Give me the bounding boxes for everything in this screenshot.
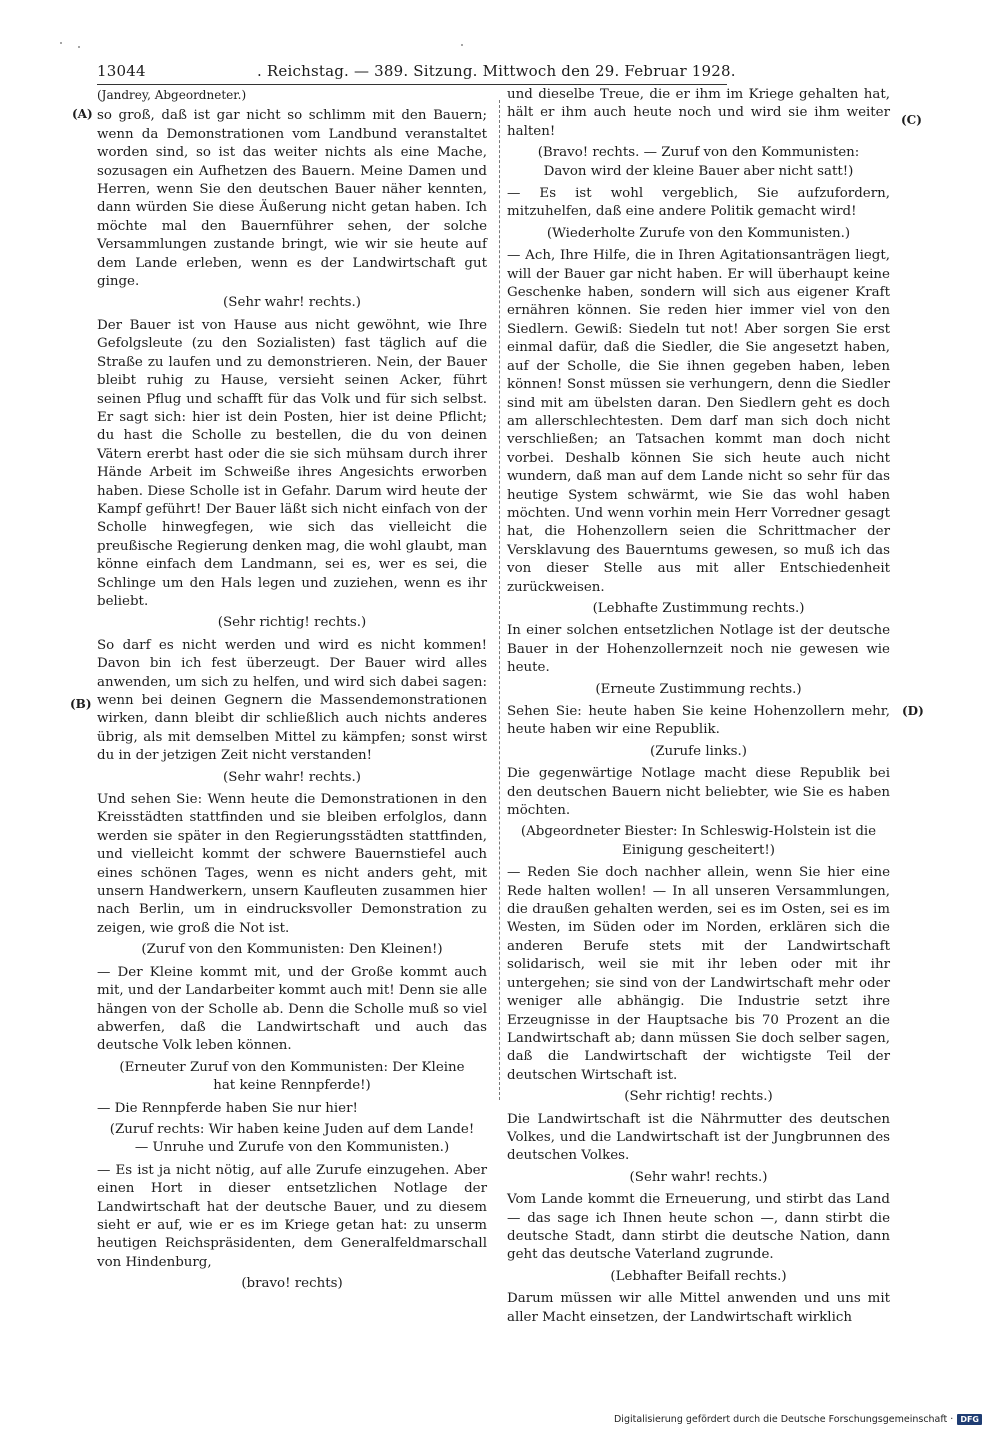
interjection: (Wiederholte Zurufe von den Kommunisten.) — [546, 225, 851, 241]
interjection: (Sehr richtig! rechts.) — [217, 615, 367, 631]
footer-credit: Digitalisierung gefördert durch die Deutsche Forschungsgemeinschaft · — [613, 1414, 954, 1425]
scan-speck — [60, 42, 62, 44]
paragraph: In einer solchen entsetzlichen Notlage ist der deutsche Bauer in der Hohenzollernzeit noch nie gewesen wie heute. — [507, 623, 890, 676]
paragraph: Darum müssen wir alle Mittel anwenden und uns mit aller Macht einsetzen, der Landwirtschaft wirklich — [507, 1291, 890, 1325]
interjection: (bravo! rechts) — [241, 1276, 343, 1292]
header-title: . Reichstag. — 389. Sitzung. Mittwoch den 29. Februar 1928. — [257, 62, 736, 80]
scan-speck — [78, 46, 80, 48]
left-column — [97, 86, 487, 1298]
dfg-logo: DFG — [957, 1414, 982, 1425]
scan-speck — [461, 44, 463, 46]
paragraph: Die gegenwärtige Notlage macht diese Republik bei den deutschen Bauern nicht beliebter, wie Sie es haben möchten. — [507, 766, 890, 819]
interjection: (Abgeordneter Biester: In Schleswig-Holstein ist die Einigung gescheitert!) — [520, 824, 877, 858]
interjection: (Erneute Zustimmung rechts.) — [595, 681, 802, 697]
page-number: 13044 — [97, 62, 146, 80]
interjection: (Zuruf von den Kommunisten: Den Kleinen!) — [141, 942, 443, 958]
interjection: (Erneuter Zuruf von den Kommunisten: Der Kleine hat keine Rennpferde!) — [119, 1059, 465, 1094]
right-column — [507, 86, 890, 1327]
paragraph: Der Bauer ist von Hause aus nicht gewöhnt, wie Ihre Gefolgsleute (zu den Sozialisten) fast täglich auf die Straße zu laufen und zu demonstrieren. Nein, der Bauer bleibt ruhig zu Hause, versieht seinen Acker, führt seinen Pflug und schafft für das Volk und für sich selbst. Er sagt sich: hier ist dein Posten, hier ist deine Pflicht; du hast die Scholle zu bestellen, die du von deinen Vätern ererbt hast oder die sie sich mühsam durch ihrer Hände Arbeit im Schweiße ihres Angesichts erworben haben. Diese Scholle ist in Gefahr. Darum wird heute der Kampf geführt! Der Bauer läßt sich nicht einfach von der Scholle hinwegfegen, wie sich das vielleicht die preußische Regierung denken mag, die wohl glaubt, man könne einfach dem Landmann, sei es, wer es sei, die Schlinge um den Hals legen und zuziehen, wenn es ihr beliebt. — [97, 317, 487, 609]
paragraph: Die Landwirtschaft ist die Nährmutter des deutschen Volkes, und die Landwirtschaft ist der Jungbrunnen des deutschen Volkes. — [507, 1111, 890, 1164]
page-header — [97, 62, 736, 82]
paragraph: So darf es nicht werden und wird es nicht kommen! Davon bin ich fest überzeugt. Der Bauer wird alles anwenden, um sich zu helfen, und wird sich dabei sagen: wenn bei deinen Gegnern die Massendemonstrationen wirken, dann bleibt dir schließlich auch nichts anderes übrig, als mit demselben Mittel zu kämpfen; sonst wirst du in der jetzigen Zeit nicht verstanden! — [97, 637, 487, 764]
paragraph: — Es ist wohl vergeblich, Sie aufzufordern, mitzuhelfen, daß eine andere Politik gemacht wird! — [507, 186, 890, 220]
paragraph: so groß, daß ist gar nicht so schlimm mit den Bauern; wenn da Demonstrationen vom Landbund veranstaltet worden sind, so ist das weiter nichts als eine Mache, sozusagen ein Aufhetzen des Bauern. Meine Damen und Herren, wenn Sie den deutschen Bauer näher kennten, dann würden Sie diese Äußerung nicht getan haben. Ich möchte mal den Bauernführer sehen, der solche Versammlungen zustande bringt, wie wir sie heute auf dem Lande erleben, wenn es der Landwirtschaft gut ginge. — [97, 108, 487, 290]
paragraph: — Die Rennpferde haben Sie nur hier! — [97, 1100, 358, 1116]
interjection: (Zuruf rechts: Wir haben keine Juden auf dem Lande! — Unruhe und Zurufe von den Kommunisten.) — [109, 1121, 475, 1156]
paragraph: Und sehen Sie: Wenn heute die Demonstrationen in den Kreisstädten stattfinden und sie bleiben erfolglos, dann werden sie später in den Regierungsstädten stattfinden, und vielleicht kommt der schwere Bauernstiefel auch eines schönen Tages, wenn es nicht anders geht, mit unsern Handwerkern, unsern Kaufleuten zusammen hier nach Berlin, um in eindrucksvoller Demonstration zu zeigen, wie groß die Not ist. — [97, 792, 487, 936]
interjection: (Zurufe links.) — [650, 743, 747, 759]
paragraph: — Es ist ja nicht nötig, auf alle Zurufe einzugehen. Aber einen Hort in dieser entsetzlichen Notlage der Landwirtschaft hat der deutsche Bauer, und zu diesem sieht er auf, wie er es im Kriege getan hat: zu unserm heutigen Reichspräsidenten, dem Generalfeldmarschall von Hindenburg, — [97, 1162, 487, 1270]
margin-mark-b: (B) — [70, 697, 92, 711]
paragraph: — Reden Sie doch nachher allein, wenn Sie hier eine Rede halten wollen! — In all unseren Versammlungen, die draußen gehalten werden, sei es im Osten, sei es im Westen, im Süden oder im Norden, erklären sich die anderen Berufe stets mit der Landwirtschaft solidarisch, weil sie mit ihr leben oder mit ihr untergehen; sie sind von der Landwirtschaft mehr oder weniger alle abhängig. Die Industrie setzt ihre Erzeugnisse in der Hauptsache bis 70 Prozent an die Landwirtschaft ab; dann müssen Sie doch selber sagen, daß die Landwirtschaft der wichtigste Teil der deutschen Wirtschaft ist. — [507, 865, 890, 1083]
paragraph: und dieselbe Treue, die er ihm im Kriege gehalten hat, hält er ihm auch heute noch und wird sie ihm weiter halten! — [507, 87, 890, 139]
paragraph: — Der Kleine kommt mit, und der Große kommt auch mit, und der Landarbeiter kommt auch mit! Denn sie alle hängen von der Scholle ab. Denn die Scholle muß so viel abwerfen, daß die Landwirtschaft und auch das deutsche Volk leben können. — [97, 964, 487, 1054]
header-rule — [97, 84, 727, 85]
margin-mark-c: (C) — [901, 113, 922, 127]
paragraph: Sehen Sie: heute haben Sie keine Hohenzollern mehr, heute haben wir eine Republik. — [507, 704, 890, 738]
paragraph: Vom Lande kommt die Erneuerung, und stirbt das Land — das sage ich Ihnen heute schon —, dann stirbt die deutsche Stadt, dann stirbt die deutsche Nation, dann geht das deutsche Vaterland zugrunde. — [507, 1192, 890, 1263]
interjection: (Lebhafter Beifall rechts.) — [610, 1268, 787, 1284]
interjection: (Sehr wahr! rechts.) — [223, 769, 361, 785]
interjection: (Sehr richtig! rechts.) — [624, 1089, 773, 1105]
margin-mark-a: (A) — [72, 107, 93, 121]
column-divider — [499, 100, 500, 1100]
interjection: (Bravo! rechts. — Zuruf von den Kommunisten: Davon wird der kleine Bauer aber nicht satt!) — [537, 145, 860, 179]
interjection: (Sehr wahr! rechts.) — [629, 1169, 768, 1185]
paragraph: — Ach, Ihre Hilfe, die in Ihren Agitationsanträgen liegt, will der Bauer gar nicht haben. Er will überhaupt keine Geschenke haben, sondern will sich aus eigener Kraft ernähren können. Sie reden hier immer viel von den Siedlern. Gewiß: Siedeln tut not! Aber sorgen Sie erst einmal dafür, daß die Siedler, die Sie angesetzt haben, auf der Scholle, die Sie ihnen gegeben haben, leben können! Sonst müssen sie verhungern, denn die Siedler sind mit am übelsten daran. Den Siedlern geht es doch am allerschlechtesten. Dem darf man sich doch nicht verschließen; an Tatsachen kommt man doch nicht vorbei. Deshalb können Sie sich heute auch nicht wundern, daß man auf dem Lande nicht so sehr für das heutige System schwärmt, wie Sie das wohl haben möchten. Und wenn vorhin mein Herr Vorredner gesagt hat, die Hohenzollern seien die Schrittmacher der Versklavung des Bauerntums gewesen, so muß ich das von dieser Stelle aus mit aller Entschiedenheit zurückweisen. — [507, 248, 890, 595]
interjection: (Sehr wahr! rechts.) — [223, 295, 361, 311]
footer — [614, 1414, 982, 1425]
interjection: (Lebhafte Zustimmung rechts.) — [592, 600, 805, 616]
margin-mark-d: (D) — [902, 704, 924, 718]
speaker-label: (Jandrey, Abgeordneter.) — [97, 88, 247, 102]
